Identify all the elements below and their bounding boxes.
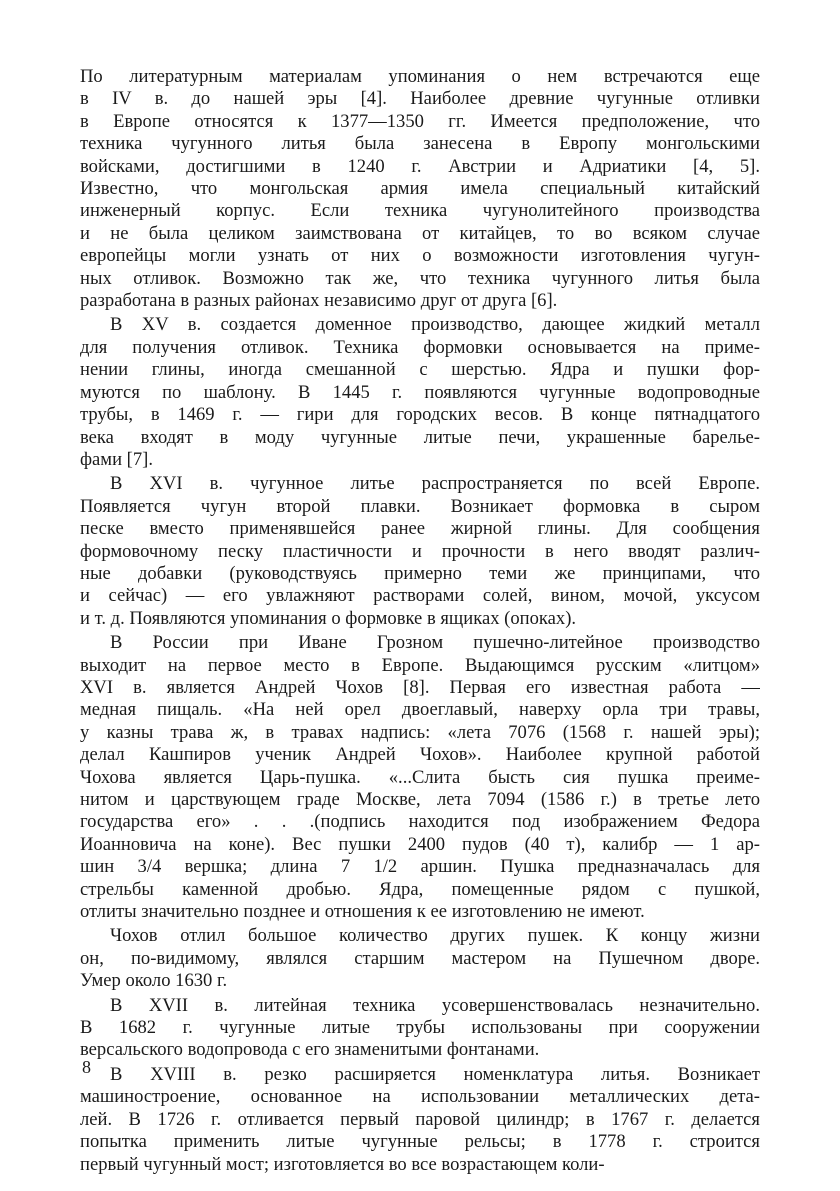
text-line: фами [7]. <box>80 448 153 470</box>
paragraph <box>80 66 760 312</box>
text-column <box>80 66 760 1176</box>
text-line: нитом и царствующем граде Москве, лета 7094 (1586 г.) в третье лето <box>80 789 760 810</box>
paragraph <box>80 925 760 992</box>
text-line: В XVIII в. резко расширяется номенклатура литья. Возникает <box>110 1063 760 1085</box>
text-line: первый чугунный мост; изготовляется во все возрастающем коли- <box>80 1153 605 1175</box>
text-line: в Европе относятся к 1377—1350 гг. Имеется предположение, что <box>80 110 760 132</box>
text-line: стрельбы каменной дробью. Ядра, помещенные рядом с пушкой, <box>80 878 760 900</box>
text-line: По литературным материалам упоминания о нем встречаются еще <box>80 66 760 87</box>
text-line: нении глины, иногда смешанной с шерстью. Ядра и пушки фор- <box>80 359 760 381</box>
text-line: лей. В 1726 г. отливается первый паровой цилиндр; в 1767 г. делается <box>80 1108 760 1130</box>
text-line: войсками, достигшими в 1240 г. Австрии и Адриатики [4, 5]. <box>80 155 760 177</box>
text-line: делал Кашпиров ученик Андрей Чохов». Наиболее крупной работой <box>80 744 760 766</box>
paragraph <box>80 995 760 1062</box>
text-line: европейцы могли узнать от них о возможности изготовления чугун- <box>80 245 760 267</box>
text-line: отлиты значительно позднее и отношения к ее изготовлению не имеют. <box>80 901 645 923</box>
text-line: и т. д. Появляются упоминания о формовке в ящиках (опоках). <box>80 607 577 629</box>
text-line: версальского водопровода с его знаменитыми фонтанами. <box>80 1039 540 1061</box>
text-line: Чохов отлил большое количество других пушек. К концу жизни <box>110 925 760 947</box>
text-line: попытка применить литые чугунные рельсы; в 1778 г. строится <box>80 1131 760 1153</box>
text-line: машиностроение, основанное на использовании металлических дета- <box>80 1086 760 1108</box>
text-line: трубы, в 1469 г. — гири для городских весов. В конце пятнадцатого <box>80 404 760 426</box>
paragraph <box>80 632 760 923</box>
text-line: XVI в. является Андрей Чохов [8]. Первая его известная работа — <box>80 676 760 698</box>
text-line: Чохова является Царь-пушка. «...Слита бысть сия пушка преиме- <box>80 766 760 788</box>
text-line: выходит на первое место в Европе. Выдающимся русским «литцом» <box>80 654 760 676</box>
text-line: ных отливок. Возможно так же, что техника чугунного литья была <box>80 267 760 289</box>
text-line: Иоанновича на коне). Вес пушки 2400 пудов (40 т), калибр — 1 ар- <box>80 833 760 855</box>
text-line: и не была целиком заимствована от китайцев, то во всяком случае <box>80 222 760 244</box>
paragraph <box>80 1064 760 1176</box>
text-line: техника чугунного литья была занесена в Европу монгольскими <box>80 133 760 155</box>
text-line: Известно, что монгольская армия имела специальный китайский <box>80 178 760 200</box>
text-line: века входят в моду чугунные литые печи, украшенные барелье- <box>80 426 760 448</box>
paragraph <box>80 314 760 471</box>
text-line: формовочному песку пластичности и прочности в него вводят различ- <box>80 540 760 562</box>
text-line: В России при Иване Грозном пушечно-литейное производство <box>110 632 760 654</box>
text-line: В 1682 г. чугунные литые трубы использованы при сооружении <box>80 1017 760 1039</box>
text-line: ные добавки (руководствуясь примерно теми же принципами, что <box>80 562 760 584</box>
text-line: муются по шаблону. В 1445 г. появляются чугунные водопроводные <box>80 381 760 403</box>
text-line: государства его» . . .(подпись находится под изображением Федора <box>80 811 760 833</box>
text-line: Появляется чугун второй плавки. Возникает формовка в сыром <box>80 495 760 517</box>
text-line: и сейчас) — его увлажняют растворами солей, вином, мочой, уксусом <box>80 585 760 607</box>
text-line: у казны трава ж, в травах надпись: «лета 7076 (1568 г. нашей эры); <box>80 721 760 743</box>
text-line: он, по-видимому, являлся старшим мастером на Пушечном дворе. <box>80 947 760 969</box>
text-line: песке вместо применявшейся ранее жирной глины. Для сообщения <box>80 518 760 540</box>
paragraph <box>80 473 760 630</box>
text-line: медная пищаль. «На ней орел двоеглавый, наверху орла три травы, <box>80 699 760 721</box>
text-line: для получения отливок. Техника формовки основывается на приме- <box>80 336 760 358</box>
text-line: шин 3/4 вершка; длина 7 1/2 аршин. Пушка предназначалась для <box>80 856 760 878</box>
text-line: В XVI в. чугунное литье распространяется по всей Европе. <box>110 473 760 495</box>
text-line: В XV в. создается доменное производство, дающее жидкий металл <box>110 314 760 336</box>
text-line: в IV в. до нашей эры [4]. Наиболее древние чугунные отливки <box>80 88 760 110</box>
page-body <box>80 66 760 1178</box>
page-number: 8 <box>82 1057 91 1077</box>
text-line: Умер около 1630 г. <box>80 970 228 992</box>
text-line: В XVII в. литейная техника усовершенствовалась незначительно. <box>110 994 760 1016</box>
text-line: инженерный корпус. Если техника чугунолитейного производства <box>80 200 760 222</box>
text-line: разработана в разных районах независимо друг от друга [6]. <box>80 290 558 312</box>
